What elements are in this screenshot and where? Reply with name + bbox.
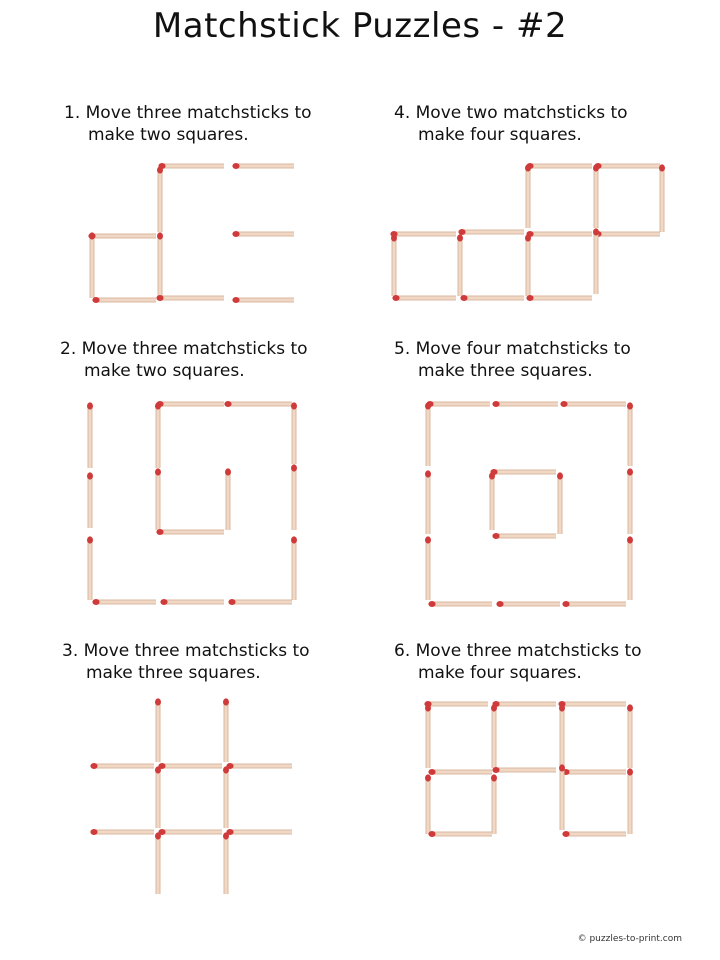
matchstick: [232, 231, 294, 237]
matchstick: [425, 402, 431, 466]
matchstick-head: [157, 232, 163, 239]
matchstick-head: [87, 402, 93, 409]
matchstick: [496, 601, 560, 607]
matchstick-head: [496, 601, 503, 607]
matchstick: [557, 472, 563, 534]
matchstick: [594, 163, 660, 169]
matchstick: [291, 536, 297, 600]
matchstick: [87, 536, 93, 600]
matchstick: [155, 832, 161, 894]
matchstick: [156, 529, 224, 535]
matchstick-head: [160, 599, 167, 605]
matchstick: [659, 164, 665, 232]
matchstick-head: [158, 163, 165, 169]
matchstick: [627, 536, 633, 600]
puzzle-2-line2: make two squares.: [84, 361, 245, 381]
matchstick: [223, 698, 229, 762]
matchstick: [87, 472, 93, 528]
matchstick: [157, 166, 163, 232]
matchstick-head: [627, 704, 633, 711]
matchstick: [87, 402, 93, 468]
matchstick: [226, 829, 292, 835]
matchstick: [594, 231, 660, 237]
matchstick: [425, 536, 431, 600]
matchstick-head: [425, 470, 431, 477]
matchstick-head: [224, 401, 231, 407]
matchstick-head: [593, 228, 599, 235]
matchstick: [489, 472, 495, 530]
matchstick: [424, 701, 488, 707]
matchstick-head: [526, 295, 533, 301]
matchstick: [391, 234, 397, 296]
matchstick: [559, 704, 565, 768]
puzzle-4-number: 4.: [394, 103, 411, 123]
matchstick: [425, 704, 431, 768]
matchstick: [425, 774, 431, 834]
puzzle-5-text: Move four matchsticks to: [415, 339, 631, 359]
matchstick: [224, 401, 292, 407]
puzzle-1-figure: [88, 163, 294, 303]
matchstick-head: [659, 164, 665, 171]
puzzle-6-number: 6.: [394, 641, 411, 661]
matchstick: [525, 164, 531, 228]
matchstick: [526, 295, 592, 301]
matchstick: [157, 232, 163, 296]
matchstick-head: [593, 164, 599, 171]
matchstick: [562, 601, 626, 607]
matchstick: [156, 401, 224, 407]
puzzle-3-number: 3.: [62, 641, 79, 661]
matchstick: [158, 163, 224, 169]
matchstick-head: [232, 163, 239, 169]
matchstick-head: [428, 601, 435, 607]
matchstick-head: [492, 767, 499, 773]
matchstick: [155, 698, 161, 762]
puzzle-5-line2: make three squares.: [418, 361, 593, 381]
matchstick-head: [425, 704, 431, 711]
puzzle-6-line2: make four squares.: [418, 663, 582, 683]
matchstick: [560, 401, 626, 407]
matchstick-head: [627, 468, 633, 475]
matchstick: [158, 763, 222, 769]
matchstick-head: [223, 766, 229, 773]
puzzle-4-line2: make four squares.: [418, 125, 582, 145]
matchstick: [291, 464, 297, 530]
matchstick-head: [425, 774, 431, 781]
matchstick-head: [155, 468, 161, 475]
matchstick: [457, 234, 463, 296]
matchstick: [426, 401, 490, 407]
matchstick-head: [627, 768, 633, 775]
matchstick-head: [491, 774, 497, 781]
matchstick: [627, 768, 633, 834]
matchstick: [226, 763, 292, 769]
matchstick: [491, 774, 497, 834]
matchstick-head: [392, 295, 399, 301]
puzzle-1-number: 1.: [64, 103, 81, 123]
matchstick: [232, 297, 294, 303]
copyright-credit: © puzzles-to-print.com: [577, 934, 682, 944]
matchstick-head: [391, 234, 397, 241]
matchstick-head: [425, 536, 431, 543]
puzzle-2-number: 2.: [60, 339, 77, 359]
matchstick: [90, 763, 154, 769]
matchstick: [492, 701, 556, 707]
matchstick-head: [291, 536, 297, 543]
matchstick-head: [228, 599, 235, 605]
matchstick: [490, 469, 556, 475]
matchstick-head: [87, 536, 93, 543]
matchstick-head: [525, 164, 531, 171]
puzzle-4-figure: [390, 163, 665, 301]
matchstick-head: [559, 704, 565, 711]
matchstick: [562, 769, 626, 775]
matchstick: [156, 295, 224, 301]
matchstick-head: [492, 401, 499, 407]
matchstick: [627, 402, 633, 466]
matchstick-head: [491, 704, 497, 711]
matchstick: [492, 533, 556, 539]
matchstick: [89, 232, 95, 298]
page-title: Matchstick Puzzles - #2: [152, 6, 568, 46]
matchstick: [160, 599, 224, 605]
matchstick: [558, 701, 626, 707]
matchstick-head: [291, 464, 297, 471]
matchstick-head: [559, 764, 565, 771]
matchstick: [392, 295, 456, 301]
matchstick: [562, 831, 626, 837]
matchstick-head: [232, 231, 239, 237]
matchstick: [525, 234, 531, 296]
matchstick-head: [155, 766, 161, 773]
matchstick-head: [492, 533, 499, 539]
matchstick: [491, 704, 497, 768]
puzzle-3-line2: make three squares.: [86, 663, 261, 683]
puzzle-3-text: Move three matchsticks to: [83, 641, 310, 661]
matchstick: [92, 599, 156, 605]
puzzle-5-figure: [425, 401, 633, 607]
matchstick-head: [562, 831, 569, 837]
matchstick: [428, 769, 492, 775]
matchstick-head: [225, 468, 231, 475]
matchstick-head: [458, 229, 465, 235]
matchstick: [428, 601, 492, 607]
matchstick: [428, 831, 492, 837]
matchstick-head: [489, 472, 495, 479]
matchstick-head: [155, 832, 161, 839]
matchstick-head: [425, 402, 431, 409]
matchstick-head: [291, 402, 297, 409]
matchstick-head: [460, 295, 467, 301]
matchstick-head: [428, 769, 435, 775]
matchstick-head: [92, 599, 99, 605]
matchstick-head: [223, 698, 229, 705]
matchstick: [460, 295, 524, 301]
matchstick-head: [89, 232, 95, 239]
matchstick: [228, 599, 292, 605]
matchstick-head: [562, 601, 569, 607]
matchstick: [492, 401, 558, 407]
puzzle-4-text: Move two matchsticks to: [415, 103, 628, 123]
matchstick: [593, 164, 599, 228]
matchstick-head: [90, 763, 97, 769]
puzzle-2-figure: [87, 401, 297, 605]
puzzle-1-text: Move three matchsticks to: [85, 103, 312, 123]
puzzle-5-number: 5.: [394, 339, 411, 359]
matchstick: [627, 704, 633, 768]
matchstick: [92, 297, 156, 303]
matchstick-head: [156, 295, 163, 301]
matchstick-head: [557, 472, 563, 479]
matchstick: [223, 832, 229, 894]
matchstick-head: [155, 698, 161, 705]
puzzle-2-text: Move three matchsticks to: [81, 339, 308, 359]
matchstick-head: [92, 297, 99, 303]
matchstick: [627, 468, 633, 534]
matchstick-head: [155, 402, 161, 409]
matchstick: [158, 829, 222, 835]
matchstick: [225, 468, 231, 530]
puzzle-6-text: Move three matchsticks to: [415, 641, 642, 661]
matchstick-head: [525, 234, 531, 241]
matchstick-head: [87, 472, 93, 479]
matchstick: [526, 163, 592, 169]
matchstick: [492, 767, 556, 773]
matchstick: [88, 233, 156, 239]
matchstick: [526, 231, 592, 237]
matchstick: [155, 402, 161, 468]
matchstick: [425, 470, 431, 534]
matchstick-head: [90, 829, 97, 835]
matchstick: [223, 766, 229, 828]
matchstick: [232, 163, 294, 169]
matchstick-head: [232, 297, 239, 303]
matchstick-head: [428, 831, 435, 837]
matchstick-head: [627, 402, 633, 409]
puzzle-6-figure: [424, 701, 633, 837]
puzzle-3-figure: [90, 698, 292, 894]
matchstick: [291, 402, 297, 464]
matchstick: [90, 829, 154, 835]
matchstick: [390, 231, 456, 237]
matchstick: [155, 468, 161, 530]
matchstick-head: [156, 529, 163, 535]
matchstick-head: [223, 832, 229, 839]
matchstick: [559, 764, 565, 830]
matchstick-head: [457, 234, 463, 241]
matchstick-head: [560, 401, 567, 407]
puzzle-1-line2: make two squares.: [88, 125, 249, 145]
matchstick-head: [627, 536, 633, 543]
matchstick: [155, 766, 161, 828]
matchstick: [593, 228, 599, 294]
matchstick: [458, 229, 524, 235]
